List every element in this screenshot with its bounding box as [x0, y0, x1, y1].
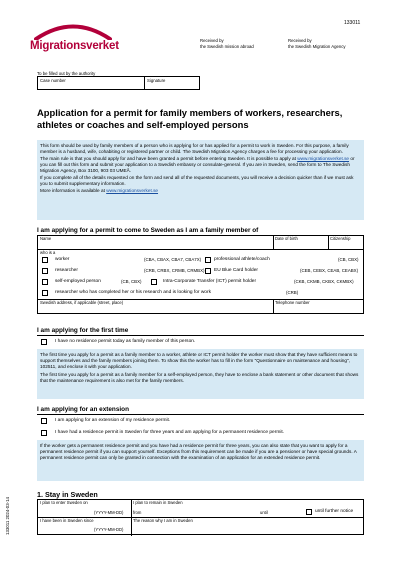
who-is-label: who is a	[40, 250, 56, 255]
logo-wordmark: Migrationsverket	[30, 40, 119, 52]
note-paragraph: The first time you apply for a permit as a family member for a self-employed person, they have to enclose a bank statement or other document that shows that the maintenance requirement is also met for the family members.	[40, 372, 359, 384]
worker-checkbox[interactable]	[42, 257, 48, 263]
received-mission-stamp	[200, 38, 254, 49]
ict-permit-option-label: Intra-Corporate Transfer (ICT) permit holder	[163, 279, 257, 284]
family-section-heading: I am applying for a permit to come to Sweden as I am a family member of	[37, 227, 259, 234]
date-format-hint: (YYYY-MM-DD)	[94, 527, 124, 532]
received-by-text: the Swedish mission abroad	[200, 43, 254, 49]
case-number-field: Case number	[38, 77, 145, 89]
info-box	[37, 140, 364, 220]
citizenship-label: Citizenship	[330, 236, 351, 241]
received-label: Received by	[200, 38, 224, 43]
permanent-permit-label: I have had a residence permit in Sweden for three years and am applying for a permanent residence permit.	[55, 430, 285, 435]
section-rule	[37, 335, 364, 336]
until-further-notice-checkbox[interactable]	[306, 509, 312, 515]
extension-checkbox[interactable]	[41, 418, 47, 424]
first-time-heading: I am applying for the first time	[37, 327, 129, 334]
extension-note-box	[37, 440, 364, 481]
researcher-option-label: researcher	[55, 268, 78, 273]
name-label: Name	[40, 236, 52, 241]
athlete-coach-option-label: professional athlete/coach	[214, 257, 270, 262]
first-time-note-box	[37, 349, 364, 399]
no-residence-permit-label: I have no residence permit today as family member of this person.	[55, 339, 196, 344]
received-by-text: the Swedish Migration Agency	[288, 43, 346, 49]
researcher-checkbox[interactable]	[42, 268, 48, 274]
extension-heading: I am applying for an extension	[37, 406, 129, 413]
website-link[interactable]: www.migrationsverket.se	[106, 187, 159, 193]
researcher-looking-work-option-code: (CRB)	[286, 290, 299, 295]
athlete-coach-checkbox[interactable]	[205, 257, 211, 263]
authority-label: To be filled out by the authority	[37, 71, 96, 76]
divider	[328, 236, 329, 249]
extension-label: I am applying for an extension of my residence permit.	[55, 418, 171, 423]
researcher-looking-work-checkbox[interactable]	[42, 290, 48, 296]
info-text: or you can fill out this form and submit your application to a Swedish embassy or consulate-general. If you are in Sweden, send the form to The Swedish Migration Agency, Box 3100, 903 03 UMEÅ.	[40, 155, 355, 174]
migrationsverket-logo	[30, 20, 120, 60]
section-rule	[37, 414, 364, 415]
eu-blue-card-option-label: EU Blue Card holder	[214, 268, 258, 273]
telephone-label: Telephone number	[275, 300, 310, 305]
eu-blue-card-option-code: (CEB, CEBX, CEAB, CEABX)	[300, 268, 359, 273]
signature-field: Signature	[147, 78, 166, 83]
ict-permit-option-code: (CKB, CKMB, CKBX, CKMBX)	[294, 279, 354, 284]
family-member-box	[37, 235, 364, 314]
self-employed-option-label: self-employed person	[55, 279, 101, 284]
athlete-coach-option-code: (CB, CBX)	[338, 257, 359, 262]
ict-permit-checkbox[interactable]	[151, 279, 157, 285]
reason-label: The reason why I am in Sweden	[133, 518, 193, 523]
divider	[273, 236, 274, 249]
logo-arc-icon	[34, 20, 112, 40]
eu-blue-card-checkbox[interactable]	[205, 268, 211, 274]
website-link[interactable]: www.migrationsverket.se	[297, 155, 350, 161]
info-paragraph	[40, 188, 361, 194]
info-paragraph: This form should be used by family members of a person who is applying for or has applied for a permit to work in Sweden. For this purpose, a family member is a husband, wife, cohabiting or registered partner or child. The Swedish Migration Agency charges a fee for processing your application.	[40, 143, 349, 155]
plan-enter-label: I plan to enter Sweden on	[40, 500, 88, 505]
divider	[131, 500, 132, 536]
self-employed-option-code: (CB, CBX)	[121, 279, 142, 284]
authority-box	[37, 76, 200, 90]
until-further-notice-label: until further notice	[315, 509, 354, 514]
been-since-label: I have been in Sweden since	[40, 518, 94, 523]
divider	[38, 249, 364, 250]
worker-option-label: worker	[55, 257, 70, 262]
until-label: until	[260, 510, 268, 515]
permanent-permit-checkbox[interactable]	[41, 430, 47, 436]
self-employed-checkbox[interactable]	[42, 279, 48, 285]
note-paragraph: If the worker gets a permanent residence permit and you have had a residence permit for three years, you can also state that you want to apply for a permanent residence permit if you can support yourself. Exceptions from this requirement can be made if you are a pensioner or have special grounds. A permanent residence permit can only be granted in connection with the examination of an application for an extended residence permit.	[40, 443, 357, 461]
dob-label: Date of birth	[275, 236, 298, 241]
received-label: Received by	[288, 38, 312, 43]
from-label: from	[133, 510, 142, 515]
form-title: Application for a permit for family members of workers, researchers, athletes or coaches and self-employed persons	[37, 107, 343, 130]
researcher-looking-work-option-label: researcher who has completed her or his research and is looking for work	[55, 290, 211, 295]
info-text: More information is available at	[40, 187, 107, 193]
info-text: The main rule is that you should apply for and have been granted a permit before entering Sweden. It is possible to apply at	[40, 155, 298, 161]
info-paragraph	[40, 156, 361, 175]
researcher-option-code: (CRB, CRBX, CRMB, CRMBX)	[144, 268, 205, 273]
info-paragraph: If you complete all of the details requested on the form and send all of the requested documents, you will receive a decision quicker than if we must ask you to submit supplementary information.	[40, 174, 354, 186]
no-residence-permit-checkbox[interactable]	[41, 339, 47, 345]
swedish-address-label: Swedish address, if applicable (street, place)	[40, 300, 124, 305]
stay-in-sweden-heading: 1. Stay in Sweden	[37, 490, 98, 499]
stay-box	[37, 499, 364, 535]
worker-option-code: (CBA, CBAX, CBA7, CBA7X)	[144, 257, 202, 262]
side-form-code: 133011 2024-03-14	[5, 496, 10, 535]
plan-remain-label: I plan to remain in Sweden	[133, 500, 183, 505]
form-number: 133011	[344, 20, 361, 26]
received-agency-stamp	[288, 38, 346, 49]
date-format-hint: (YYYY-MM-DD)	[94, 510, 124, 515]
note-paragraph: The first time you apply for a permit as a family member to a worker, athlete or ICT permit holder the worker must show that they have sufficient means to support themselves and the family members joining them. To show this the worker has to fill in the form "Questionnaire on maintenance and housing", 102511, and enclose it with your application.	[40, 352, 358, 370]
divider	[273, 299, 274, 314]
